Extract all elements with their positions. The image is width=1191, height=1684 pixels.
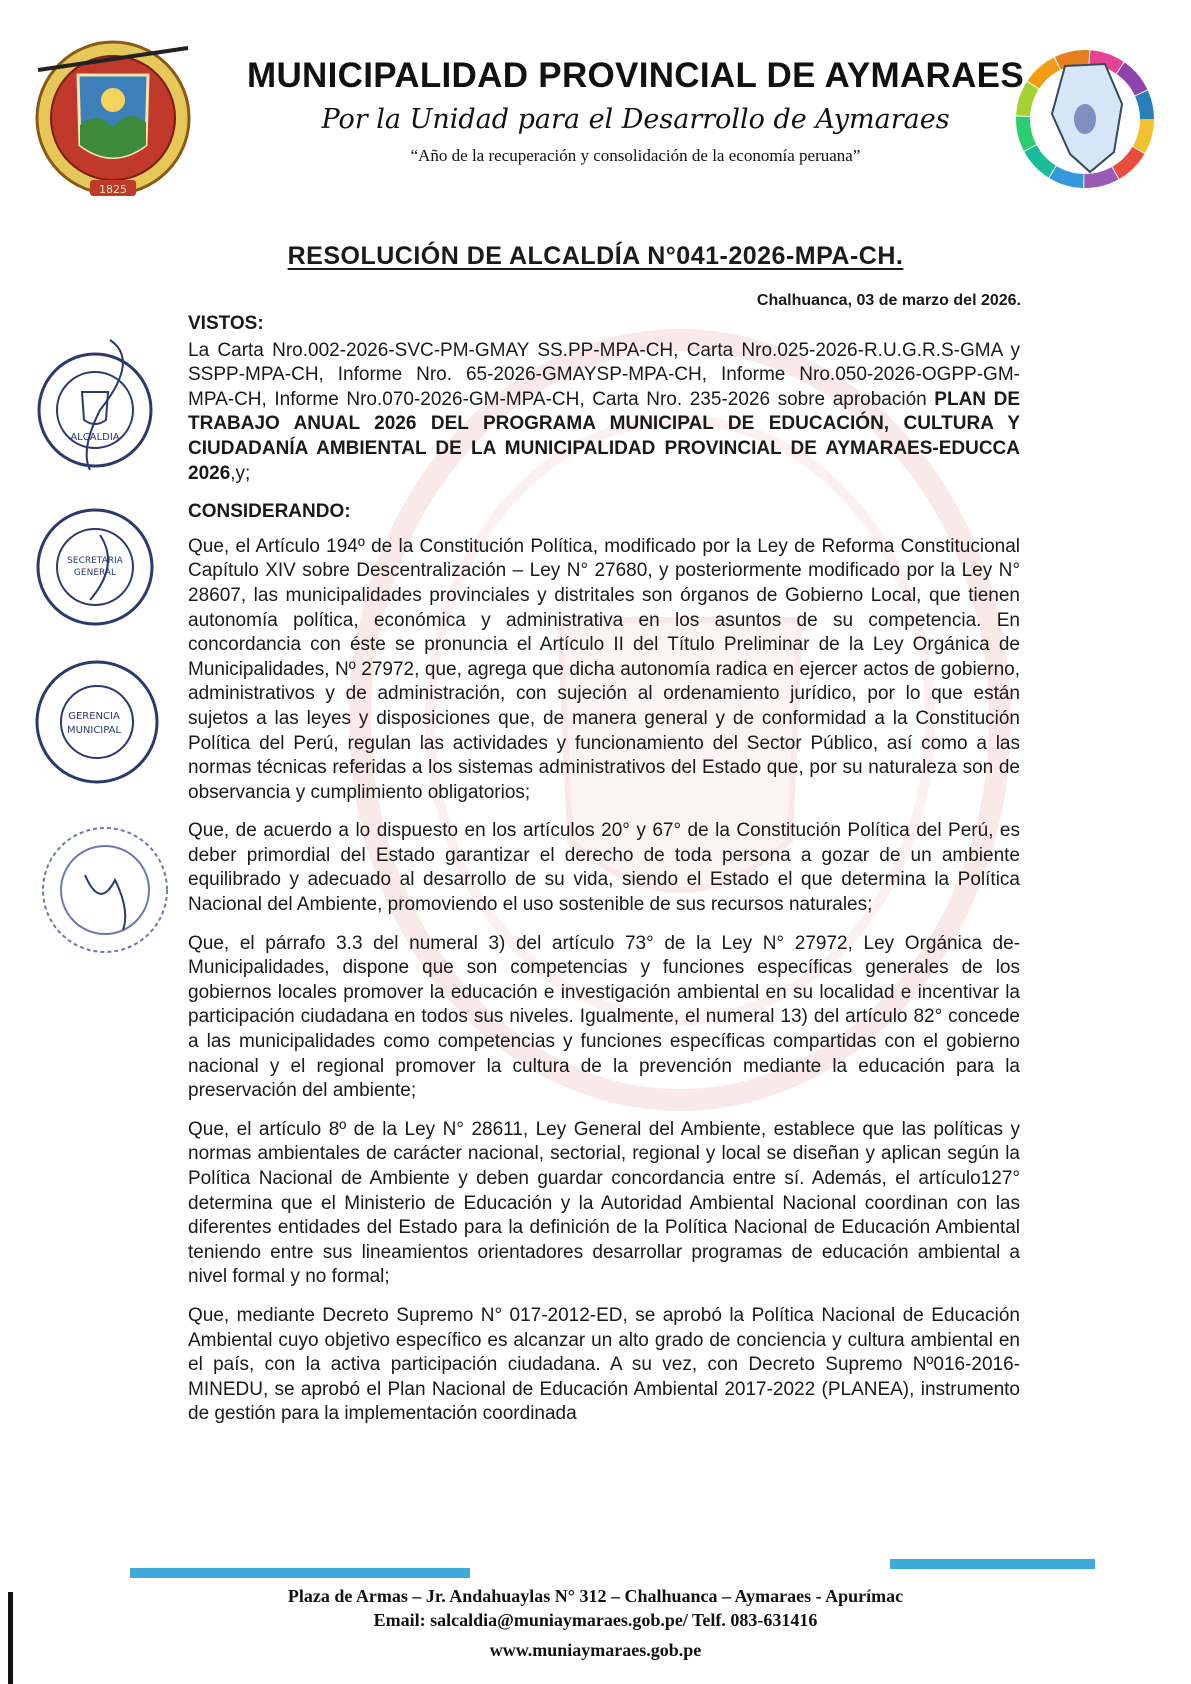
institution-name: MUNICIPALIDAD PROVINCIAL DE AYMARAES [247, 56, 1024, 95]
stamp-gerencia-line1: GERENCIA [68, 711, 120, 722]
considerando-paragraph-2: Que, de acuerdo a lo dispuesto en los artículos 20° y 67° de la Constitución Política del Perú, es deber primordial del Estado garantizar el derecho de toda persona a gozar de un ambiente equilibrado y adecuado al desarrollo de su vida, siendo el Estado el que determina la Política Nacional del Ambiente, promoviendo el uso sostenible de sus recursos naturales; [188, 820, 1020, 916]
footer-accent-bar-left [130, 1568, 470, 1578]
considerando-heading: CONSIDERANDO: [188, 501, 351, 523]
stamp-secretaria-general [30, 505, 160, 630]
stamp-gerencia-municipal [30, 655, 165, 790]
stamp-seal-faded [35, 820, 175, 960]
stamp-alcaldia [30, 330, 160, 480]
stamp-alcaldia-label: ALCALDIA [70, 432, 120, 443]
considerando-paragraph-4: Que, el artículo 8º de la Ley N° 28611, Ley General del Ambiente, establece que las políticas y normas ambientales de carácter nacional, sectorial, regional y local se diseñan y aplican según la Política Nacional de Ambiente y deben guardar concordancia entre sí. Además, el artículo127° determina que el Ministerio de Educación y la Autoridad Ambiental Nacional coordinan con las diferentes entidades del Estado para la definición de la Política Nacional de Educación Ambiental teniendo entre sus lineamientos orientadores desarrollar programas de educación ambiental a nivel formal y no formal; [188, 1118, 1020, 1288]
stamp-gerencia-line2: MUNICIPAL [66, 725, 122, 736]
institution-motto: Por la Unidad para el Desarrollo de Aymaraes [321, 104, 950, 135]
vistos-plan-title: PLAN DE TRABAJO ANUAL 2026 DEL PROGRAMA MUNICIPAL DE EDUCACIÓN, CULTURA Y CIUDADANÍA AMBIENTAL DE LA MUNICIPALIDAD PROVINCIAL DE AYMARAES-EDUCCA 2026 [188, 388, 1020, 484]
vistos-paragraph [188, 339, 1020, 487]
logo-year-text: 1825 [99, 183, 127, 196]
footer-accent-bar-right [890, 1559, 1095, 1569]
document-body [188, 312, 1020, 1441]
footer-address: Plaza de Armas – Jr. Andahuaylas N° 312 – Chalhuanca – Aymaraes - Apurímac [287, 1586, 904, 1606]
vistos-tail: ,y; [230, 462, 251, 484]
footer-website: www.muniaymaraes.gob.pe [489, 1640, 702, 1660]
resolution-title: RESOLUCIÓN DE ALCALDÍA N°041-2026-MPA-CH. [287, 242, 904, 270]
vistos-text: La Carta Nro.002-2026-SVC-PM-GMAY SS.PP-MPA-CH, Carta Nro.025-2026-R.U.G.R.S-GMA y SSPP-MPA-CH, Informe Nro. 65-2026-GMAYSP-MPA-CH, Informe Nro.050-2026-OGPP-GM-MPA-CH, Informe Nro.070-2026-GM-MPA-CH, Carta Nro. 235-2026 sobre aprobación [188, 339, 1020, 410]
vistos-heading: VISTOS: [188, 313, 264, 334]
considerando-paragraph-1: Que, el Artículo 194º de la Constitución Política, modificado por la Ley de Reforma Constitucional Capítulo XIV sobre Descentralización – Ley N° 27680, y posteriormente modificado por la Ley N° 28607, las municipalidades provinciales y distritales son órganos de Gobierno Local, que tienen autonomía política, económica y administrativa en los asuntos de su competencia. En concordancia con éste se pronuncia el Artículo II del Título Preliminar de la Ley Orgánica de Municipalidades, Nº 27972, que, agrega que dicha autonomía radica en ejercer actos de gobierno, administrativos y de administración, con sujeción al ordenamiento jurídico, por lo que están sujetos a las leyes y disposiciones que, de manera general y de conformidad a la Constitución Política del Perú, regulan las actividades y funcionamiento del Sector Público, así como a las normas técnicas referidas a los sistemas administrativos del Estado que, por su naturaleza son de observancia y cumplimiento obligatorios; [188, 535, 1020, 803]
resolution-date: Chalhuanca, 03 de marzo del 2026. [756, 292, 1021, 309]
stamp-secretaria-line1: SECRETARIA [67, 556, 123, 566]
footer-contact: Email: salcaldia@muniaymaraes.gob.pe/ Telf. 083-631416 [373, 1610, 818, 1630]
considerando-paragraph-5: Que, mediante Decreto Supremo N° 017-2012-ED, se aprobó la Política Nacional de Educación Ambiental cuyo objetivo específico es alcanzar un alto grado de conciencia y cultura ambiental en el país, con la activa participación ciudadana. A su vez, con Decreto Supremo Nº016-2016-MINEDU, se aprobó el Plan Nacional de Educación Ambiental 2017-2022 (PLANEA), instrumento de gestión para la implementación coordinada [188, 1304, 1020, 1425]
stamp-secretaria-line2: GENERAL [73, 568, 117, 578]
year-slogan: “Año de la recuperación y consolidación de la economía peruana” [410, 146, 861, 165]
considerando-paragraph-3: Que, el párrafo 3.3 del numeral 3) del artículo 73° de la Ley N° 27972, Ley Orgánica de-Municipalidades, dispone que son competencias y funciones específicas generales de los gobiernos locales promover la educación e investigación ambiental en su localidad e incentivar la participación ciudadana en todos sus niveles. Igualmente, el numeral 13) del artículo 82° concede a las municipalidades como competencias y funciones específicas compartidas con el gobierno nacional y el regional promover la cultura de la prevención mediante la educación para la preservación del ambiente; [188, 932, 1020, 1102]
page-edge-mark [8, 1592, 13, 1684]
